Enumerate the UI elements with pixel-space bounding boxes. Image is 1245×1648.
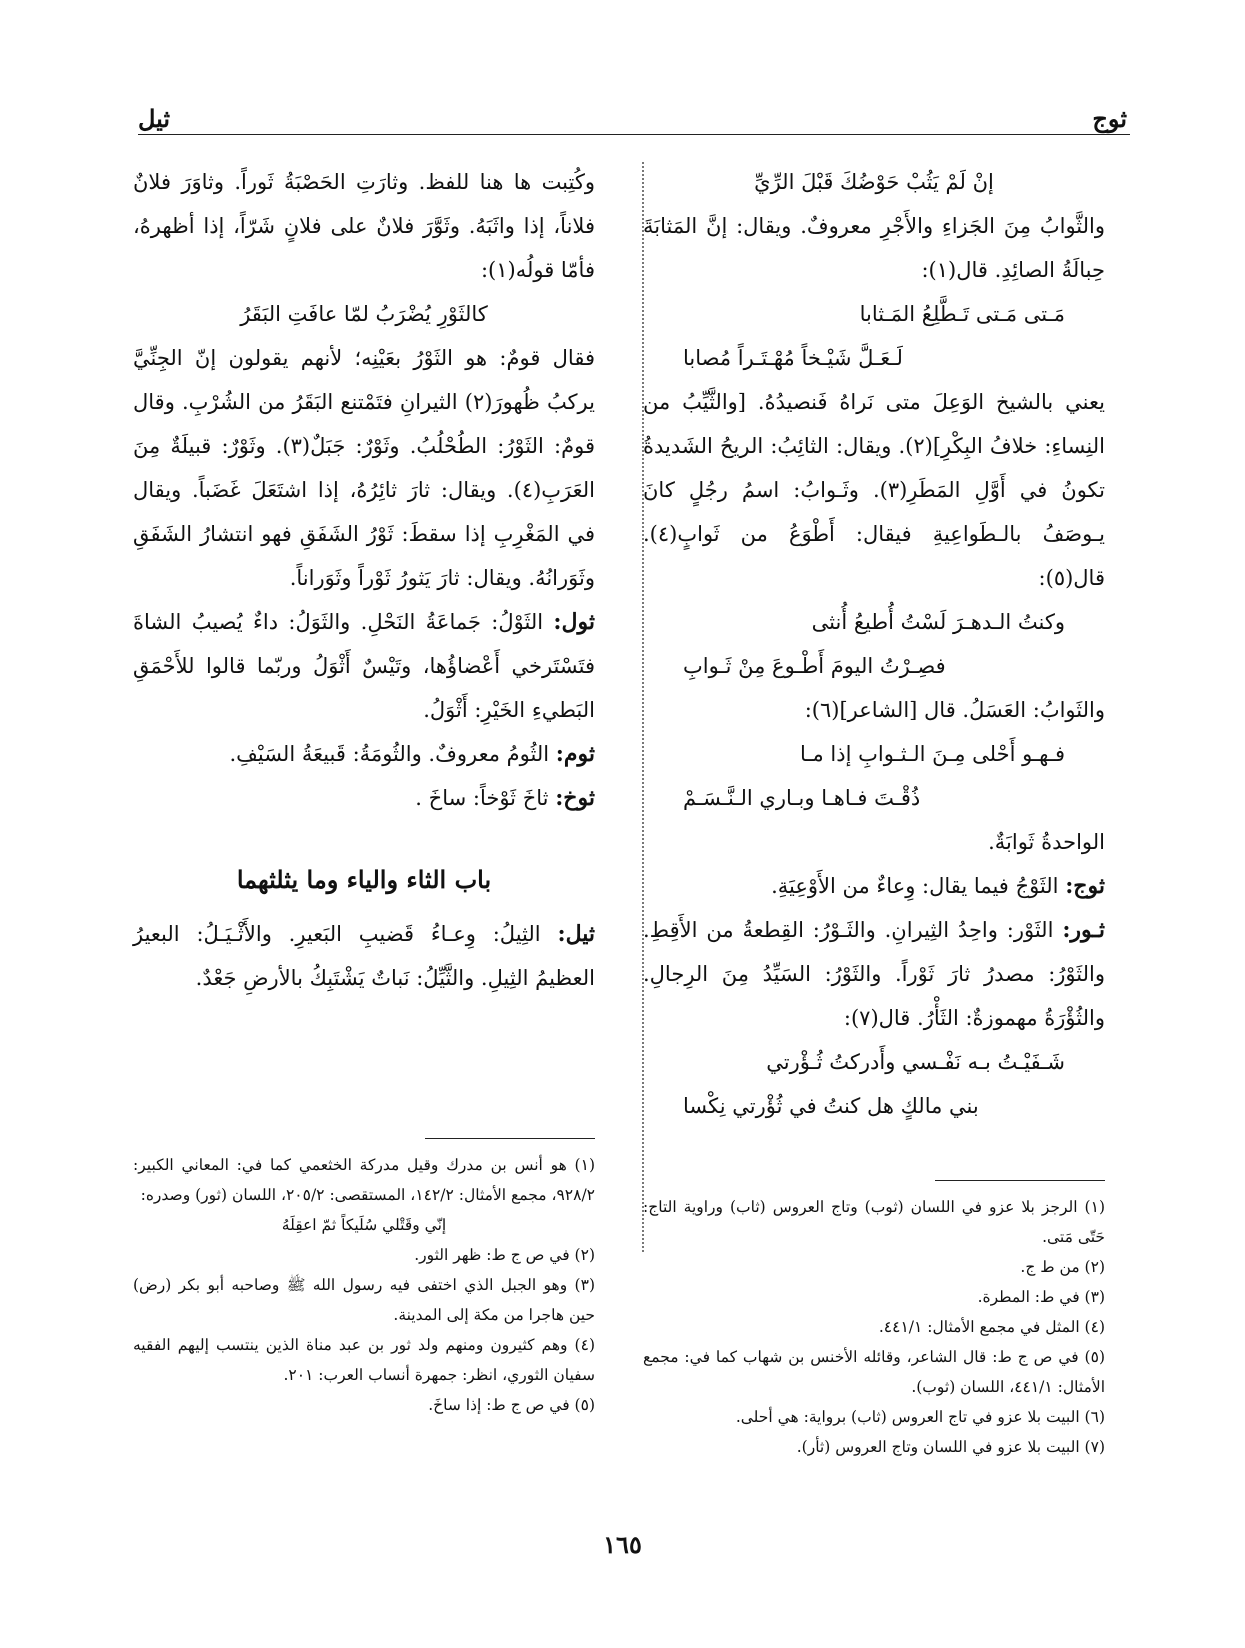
verse-line: شَـفَيْـتُ بـه نَفْـسي وأَدركتُ ثُـؤْرتي [766,1050,1065,1074]
headword: ثـور: [1062,917,1105,943]
left-column [133,160,595,1000]
entry-text: الثِيلُ: وِعـاءُ قَضيبِ البَعيرِ. والأَثْـيَـلُ: البعيرُ العظيمُ الثِيلِ. والثَّيِّلُ: نَباتٌ يَشْتَبِكُ بالأرضِ جَعْدٌ. [133,922,595,990]
entry-text: الثَوْلُ: جَماعَةُ النَحْلِ. والثَوَلُ: داءٌ يُصيبُ الشاةَ فتَسْتَرخي أَعْضاؤُها، وتَيْسٌ أَثْوَلُ وربّما قالوا للأَحْمَقِ البَطيءِ الخَيْرِ: أَثْوَلُ. [133,610,595,722]
verse-line: بني مالكٍ هل كنتُ في ثُؤْرتي نِكْسا [683,1094,979,1118]
verse-line: وكنتُ الـدهـرَ لَسْتُ أُطيعُ أُنثى [811,610,1065,634]
footnote: (٥) في ص ج ط: إذا ساخَ. [428,1396,595,1414]
running-header-right: ثوج [1092,104,1127,133]
footnote: (٣) وهو الجبل الذي اختفى فيه رسول الله ﷺ وصاحبه أبو بكر (رض) حين هاجرا من مكة إلى المدينة. [133,1276,595,1324]
entry-text: الثَوْجُ فيما يقال: وِعاءٌ من الأَوْعِيَةِ. [771,874,1059,898]
footnotes-right [643,1192,1105,1462]
paragraph: يعني بالشيخ الوَعِلَ متى نَراهُ فَنصيدُهُ. [والثَّيِّبُ من النِساءِ: خلافُ البِكْرِ](٢). ويقال: الثائِبُ: الريحُ الشَديدةُ تكونُ في أَوَّلِ المَطَرِ(٣). وثَـوابُ: اسمُ رجُلٍ كانَ يـوصَفُ بالـطَواعِيةِ فيقال: أَطْوَعُ من ثَوابٍ(٤). قال(٥): [643,390,1105,590]
entry-thawkh [133,776,595,820]
headword: ثوخ: [555,785,595,811]
running-header-left: ثيل [138,104,171,133]
entry-thawm [133,732,595,776]
paragraph: فقال قومٌ: هو الثَوْرُ بعَيْنِه؛ لأنهم يقولون إنّ الجِنِّيَّ يركبُ ظُهورَ(٢) الثيرانِ فتَمْتنع البَقَرُ من الشُرْبِ. وقال قومٌ: الثَوْرُ: الطُحْلُبُ. وثَوْرٌ: جَبَلٌ(٣). وثَوْرٌ: قبيلَةٌ مِنَ العَرَبِ(٤). ويقال: ثارَ ثائِرُهُ، إذا اشتَعَلَ غَضَباً. ويقال في المَغْرِبِ إذا سقطَ: ثَوْرُ الشَفَقِ فهو انتشارُ الشَفَقِ وثَوَرانُهُ. ويقال: ثارَ يَثورُ ثَوْراً وثَوَراناً. [133,346,595,590]
entry-thawj [643,864,1105,908]
paragraph: والثَّوابُ مِنَ الجَزاءِ والأَجْرِ معروفٌ. ويقال: إنَّ المَثابَةَ حِبالَةُ الصائِدِ. قال(١): [643,214,1105,282]
page-number: ١٦٥ [603,1530,642,1559]
footnote: (٣) في ط: المطرة. [977,1288,1105,1306]
headword: ثيل: [557,921,595,947]
verse-line: لَـعَـلَّ شَيْـخاً مُهْـتَـراً مُصابا [683,346,903,370]
entry-thawr [643,908,1105,1040]
right-column [643,160,1105,1128]
entry-thawl [133,600,595,732]
entry-thayl [133,912,595,1000]
footnote: (٤) وهم كثيرون ومنهم ولد ثور بن عبد مناة الذين ينتسب إليهم الفقيه سفيان الثوري، انظر: جمهرة أنساب العرب: ٢٠١. [133,1336,595,1384]
verse-line: كالثَوْرِ يُضْرَبُ لمّا عافَتِ البَقَرُ [240,302,488,326]
verse-line: فصِـرْتُ اليومَ أَطْـوعَ مِنْ ثَـوابِ [683,654,946,678]
footnote: (٦) البيت بلا عزو في تاج العروس (ثاب) برواية: هي أحلى. [735,1408,1105,1426]
footnote: (٢) في ص ج ط: ظهر الثور. [414,1246,595,1264]
footnote-verse [133,1210,595,1240]
footnote: (٢) من ط ج. [1020,1258,1105,1276]
verse-line: إنْ لَمْ يَثُبْ حَوْضُكَ قَبْلَ الرِّيِّ [754,170,994,194]
verse-line: ذُقْـتَ فـاهـا وبـاري الـنَّـسَـمْ [683,786,921,810]
paragraph: الواحدةُ ثَوابَةٌ. [988,830,1105,854]
paragraph: وكُتِبت ها هنا للفظ. وثارَتِ الحَصْبَةُ ثَوراً. وثاوَرَ فلانٌ فلاناً، إذا واثَبَهُ. وثَوَّرَ فلانٌ على فلانٍ شَرّاً، إذا أظهرهُ، فأمّا قولُه(١): [133,170,595,282]
entry-text: ثاخَ ثَوْخاً: ساخَ . [415,786,549,810]
verse-line: مَـتى مَـتى تَـطَّلِعُ المَـثابا [859,302,1065,326]
footnote-rule-right [935,1180,1105,1181]
chapter-title: باب الثاء والياء وما يثلثهما [236,865,492,894]
headword: ثوم: [555,741,595,767]
paragraph: والثَوابُ: العَسَلُ. قال [الشاعر](٦): [804,698,1105,722]
footnotes-left [133,1150,595,1420]
footnote: (٧) البيت بلا عزو في اللسان وتاج العروس (ثأر). [796,1438,1105,1456]
entry-text: الثُومُ معروفٌ. والثُومَةُ: قَبيعَةُ السَيْفِ. [229,742,550,766]
footnote: (١) الرجز بلا عزو في اللسان (ثوب) وتاج العروس (ثاب) وراوية التاج: حَتّى مَتى. [643,1198,1105,1246]
footnote: (٥) في ص ج ط: قال الشاعر، وقائله الأخنس بن شهاب كما في: مجمع الأمثال: ٤٤١/١، اللسان (ثوب). [643,1348,1105,1396]
headword: ثوج: [1065,873,1105,899]
headword: ثول: [553,609,595,635]
footnote: (١) هو أنس بن مدرك وقيل مدركة الخثعمي كما في: المعاني الكبير: ٩٢٨/٢، مجمع الأمثال: ١٤٢/٢، المستقصى: ٢٠٥/٢، اللسان (ثور) وصدره: [133,1156,595,1204]
footnote-rule-left [425,1138,595,1139]
header-rule [138,134,1130,135]
footnote-verse-text: إنّي وقَتْلي سُلَيكاً ثمّ اعقِلَهُ [281,1216,447,1234]
entry-text: الثَوْر: واحِدُ الثِيرانِ. والثَـوْرُ: القِطعةُ من الأَقِطِ. والثَوْرُ: مصدرُ ثارَ ثَوْراً. والثَوْرُ: السَيِّدُ مِنَ الرِجالِ. والثُؤْرَةُ مهموزةٌ: الثَأْرُ. قال(٧): [643,918,1105,1030]
verse-line: فـهـو أَحْلى مِـنَ الـثـوابِ إذا مـا [799,742,1065,766]
footnote: (٤) المثل في مجمع الأمثال: ٤٤١/١. [878,1318,1105,1336]
